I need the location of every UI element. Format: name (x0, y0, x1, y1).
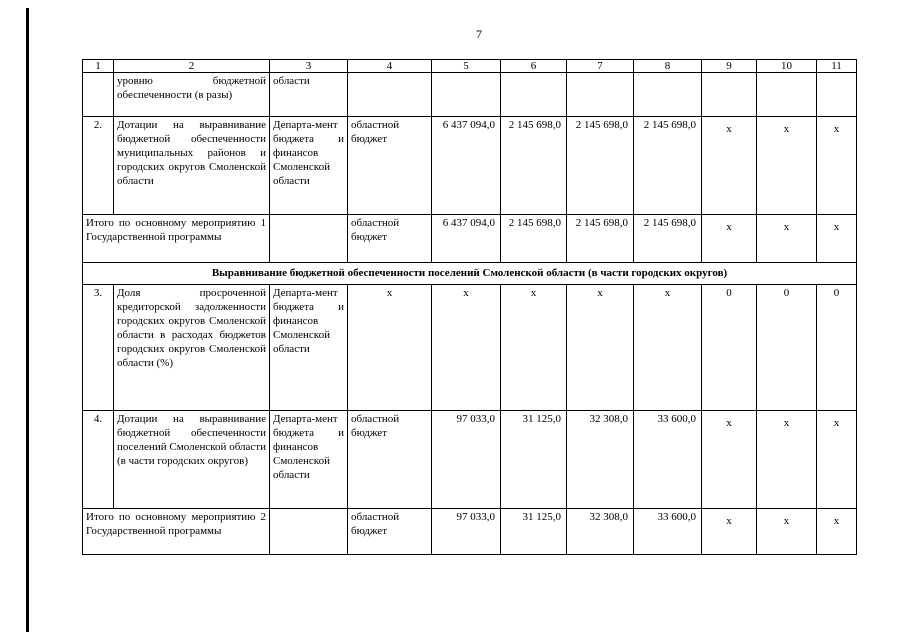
header-cell: 9 (702, 60, 757, 73)
header-cell: 1 (83, 60, 114, 73)
value-cell: 31 125,0 (501, 509, 567, 555)
value-cell: x (757, 117, 817, 215)
binding-line (26, 8, 29, 632)
total-row (83, 509, 857, 555)
value-cell: 2 145 698,0 (501, 215, 567, 263)
value-cell: 33 600,0 (634, 509, 702, 555)
value-cell: x (757, 509, 817, 555)
header-cell: 4 (348, 60, 432, 73)
responsible-dept: Департа-мент бюджета и финансов Смоленской области (270, 117, 348, 215)
funding-source: областной бюджет (348, 509, 432, 555)
value-cell: x (432, 285, 501, 411)
value-cell: 2 145 698,0 (634, 215, 702, 263)
value-cell: x (817, 509, 857, 555)
header-cell: 3 (270, 60, 348, 73)
value-cell (432, 73, 501, 117)
row-number: 3. (83, 285, 114, 411)
row-number: 2. (83, 117, 114, 215)
value-cell: 2 145 698,0 (567, 117, 634, 215)
value-cell: 0 (757, 285, 817, 411)
value-cell: 0 (702, 285, 757, 411)
indicator-name: Дотации на выравнивание бюджетной обеспеченности муниципальных районов и городских округов Смоленской области (114, 117, 270, 215)
value-cell: x (757, 411, 817, 509)
value-cell: 6 437 094,0 (432, 215, 501, 263)
total-row (83, 215, 857, 263)
value-cell: 31 125,0 (501, 411, 567, 509)
value-cell: x (702, 215, 757, 263)
header-cell: 6 (501, 60, 567, 73)
value-cell (634, 73, 702, 117)
funding-source: областной бюджет (348, 411, 432, 509)
funding-source: областной бюджет (348, 117, 432, 215)
value-cell: 2 145 698,0 (567, 215, 634, 263)
value-cell: x (501, 285, 567, 411)
responsible-dept (270, 215, 348, 263)
indicator-name: уровню бюджетной обеспеченности (в разы) (114, 73, 270, 117)
row-number: 4. (83, 411, 114, 509)
table-row (83, 73, 857, 117)
value-cell: x (817, 411, 857, 509)
value-cell: 97 033,0 (432, 411, 501, 509)
value-cell (702, 73, 757, 117)
value-cell: x (757, 215, 817, 263)
funding-source (348, 73, 432, 117)
header-cell: 7 (567, 60, 634, 73)
header-cell: 5 (432, 60, 501, 73)
row-number (83, 73, 114, 117)
total-label: Итого по основному мероприятию 2 Государственной программы (83, 509, 270, 555)
value-cell (501, 73, 567, 117)
value-cell: 6 437 094,0 (432, 117, 501, 215)
budget-table (82, 59, 857, 555)
funding-source: областной бюджет (348, 215, 432, 263)
value-cell (817, 73, 857, 117)
total-label: Итого по основному мероприятию 1 Государственной программы (83, 215, 270, 263)
value-cell: 2 145 698,0 (634, 117, 702, 215)
header-cell: 11 (817, 60, 857, 73)
value-cell: x (817, 117, 857, 215)
header-cell: 10 (757, 60, 817, 73)
indicator-name: Доля просроченной кредиторской задолженности городских округов Смоленской области в расходах бюджетов городских округов Смоленской области (%) (114, 285, 270, 411)
header-cell: 2 (114, 60, 270, 73)
value-cell: x (702, 411, 757, 509)
value-cell: x (567, 285, 634, 411)
value-cell: x (817, 215, 857, 263)
value-cell: 97 033,0 (432, 509, 501, 555)
header-cell: 8 (634, 60, 702, 73)
value-cell: x (702, 509, 757, 555)
value-cell (757, 73, 817, 117)
indicator-name: Дотации на выравнивание бюджетной обеспеченности поселений Смоленской области (в части городских округов) (114, 411, 270, 509)
responsible-dept: Департа-мент бюджета и финансов Смоленской области (270, 411, 348, 509)
value-cell: x (634, 285, 702, 411)
table-row (83, 411, 857, 509)
section-row (83, 263, 857, 285)
header-row (83, 60, 857, 73)
table-row (83, 117, 857, 215)
page-number: 7 (476, 27, 482, 41)
value-cell (567, 73, 634, 117)
section-heading: Выравнивание бюджетной обеспеченности поселений Смоленской области (в части городских округов) (83, 263, 857, 285)
value-cell: x (702, 117, 757, 215)
table-row (83, 285, 857, 411)
responsible-dept: области (270, 73, 348, 117)
responsible-dept (270, 509, 348, 555)
value-cell: 0 (817, 285, 857, 411)
value-cell: 33 600,0 (634, 411, 702, 509)
responsible-dept: Департа-мент бюджета и финансов Смоленской области (270, 285, 348, 411)
value-cell: 2 145 698,0 (501, 117, 567, 215)
value-cell: 32 308,0 (567, 509, 634, 555)
value-cell: 32 308,0 (567, 411, 634, 509)
funding-source: x (348, 285, 432, 411)
